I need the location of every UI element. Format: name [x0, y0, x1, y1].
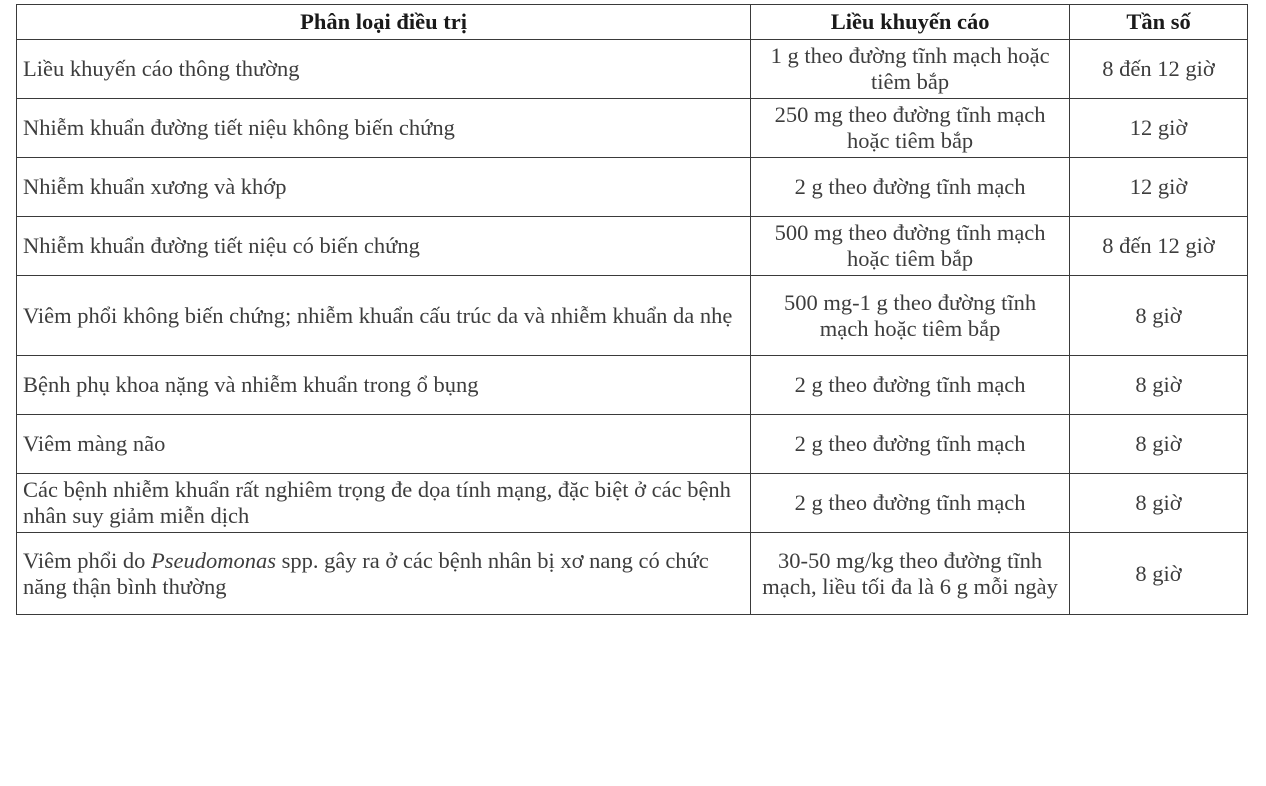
frequency-cell: 8 đến 12 giờ: [1070, 40, 1248, 99]
dose-cell: 1 g theo đường tĩnh mạch hoặc tiêm bắp: [751, 40, 1070, 99]
table-row: [17, 158, 1248, 217]
category-cell: Viêm màng não: [17, 415, 751, 474]
category-cell: Nhiễm khuẩn xương và khớp: [17, 158, 751, 217]
dose-cell: 2 g theo đường tĩnh mạch: [751, 158, 1070, 217]
category-cell: Các bệnh nhiễm khuẩn rất nghiêm trọng đe dọa tính mạng, đặc biệt ở các bệnh nhân suy giảm miễn dịch: [17, 474, 751, 533]
category-cell: Bệnh phụ khoa nặng và nhiễm khuẩn trong ổ bụng: [17, 356, 751, 415]
table-row: [17, 276, 1248, 356]
table-row: [17, 533, 1248, 615]
frequency-cell: 8 đến 12 giờ: [1070, 217, 1248, 276]
table-header-row: [17, 5, 1248, 40]
frequency-cell: 8 giờ: [1070, 276, 1248, 356]
frequency-cell: 8 giờ: [1070, 533, 1248, 615]
dose-cell: 30-50 mg/kg theo đường tĩnh mạch, liều tối đa là 6 g mỗi ngày: [751, 533, 1070, 615]
frequency-cell: 8 giờ: [1070, 356, 1248, 415]
dose-cell: 500 mg theo đường tĩnh mạch hoặc tiêm bắp: [751, 217, 1070, 276]
dosage-table: [16, 4, 1248, 615]
dose-cell: 2 g theo đường tĩnh mạch: [751, 474, 1070, 533]
category-text-suffix: spp. gây ra ở các bệnh nhân bị xơ nang có chức năng thận bình thường: [23, 547, 709, 599]
table-row: [17, 415, 1248, 474]
dose-cell: 250 mg theo đường tĩnh mạch hoặc tiêm bắp: [751, 99, 1070, 158]
frequency-cell: 12 giờ: [1070, 158, 1248, 217]
dose-cell: 2 g theo đường tĩnh mạch: [751, 415, 1070, 474]
table-row: [17, 356, 1248, 415]
category-cell: Viêm phổi không biến chứng; nhiễm khuẩn cấu trúc da và nhiễm khuẩn da nhẹ: [17, 276, 751, 356]
table-row: [17, 40, 1248, 99]
header-frequency: Tần số: [1070, 5, 1248, 40]
frequency-cell: 12 giờ: [1070, 99, 1248, 158]
category-text-italic: Pseudomonas: [151, 547, 277, 573]
frequency-cell: 8 giờ: [1070, 474, 1248, 533]
frequency-cell: 8 giờ: [1070, 415, 1248, 474]
category-cell: Nhiễm khuẩn đường tiết niệu có biến chứng: [17, 217, 751, 276]
dose-cell: 2 g theo đường tĩnh mạch: [751, 356, 1070, 415]
header-dose: Liều khuyến cáo: [751, 5, 1070, 40]
table-row: [17, 474, 1248, 533]
category-cell: Nhiễm khuẩn đường tiết niệu không biến chứng: [17, 99, 751, 158]
header-category: Phân loại điều trị: [17, 5, 751, 40]
table-row: [17, 217, 1248, 276]
category-cell: [17, 533, 751, 615]
table-row: [17, 99, 1248, 158]
category-text-prefix: Viêm phổi do: [23, 547, 152, 573]
category-cell: Liều khuyến cáo thông thường: [17, 40, 751, 99]
dose-cell: 500 mg-1 g theo đường tĩnh mạch hoặc tiêm bắp: [751, 276, 1070, 356]
